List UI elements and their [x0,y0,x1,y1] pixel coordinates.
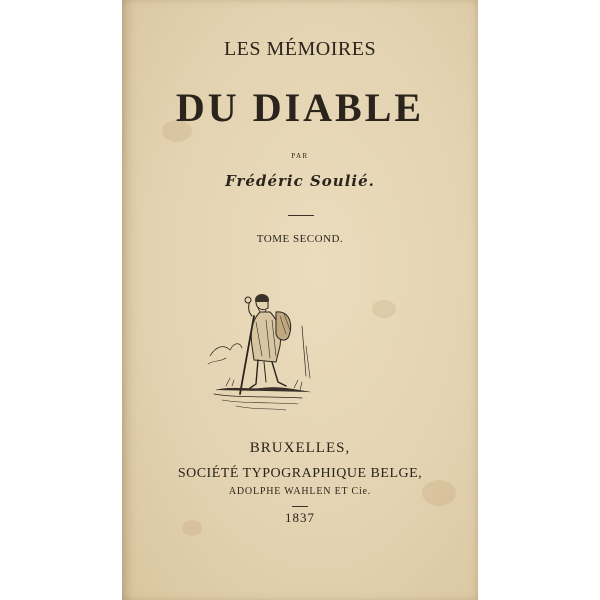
divider-rule [292,506,308,507]
author-name: Frédéric Soulié. [225,172,375,190]
foxing-stain [372,300,396,318]
publication-year: 1837 [285,510,315,525]
publisher-name: SOCIÉTÉ TYPOGRAPHIQUE BELGE, [177,466,423,481]
volume-label: TOME SECOND. [256,233,344,245]
title-page [122,0,478,600]
by-label: PAR [291,152,309,160]
divider-rule [288,215,314,216]
title-line-2: DU DIABLE [175,85,425,130]
publication-place: BRUXELLES, [249,440,351,456]
printer-name: ADOLPHE WAHLEN ET Cie. [228,486,372,497]
title-line-1: LES MÉMOIRES [223,38,377,60]
traveller-illustration [206,286,318,416]
